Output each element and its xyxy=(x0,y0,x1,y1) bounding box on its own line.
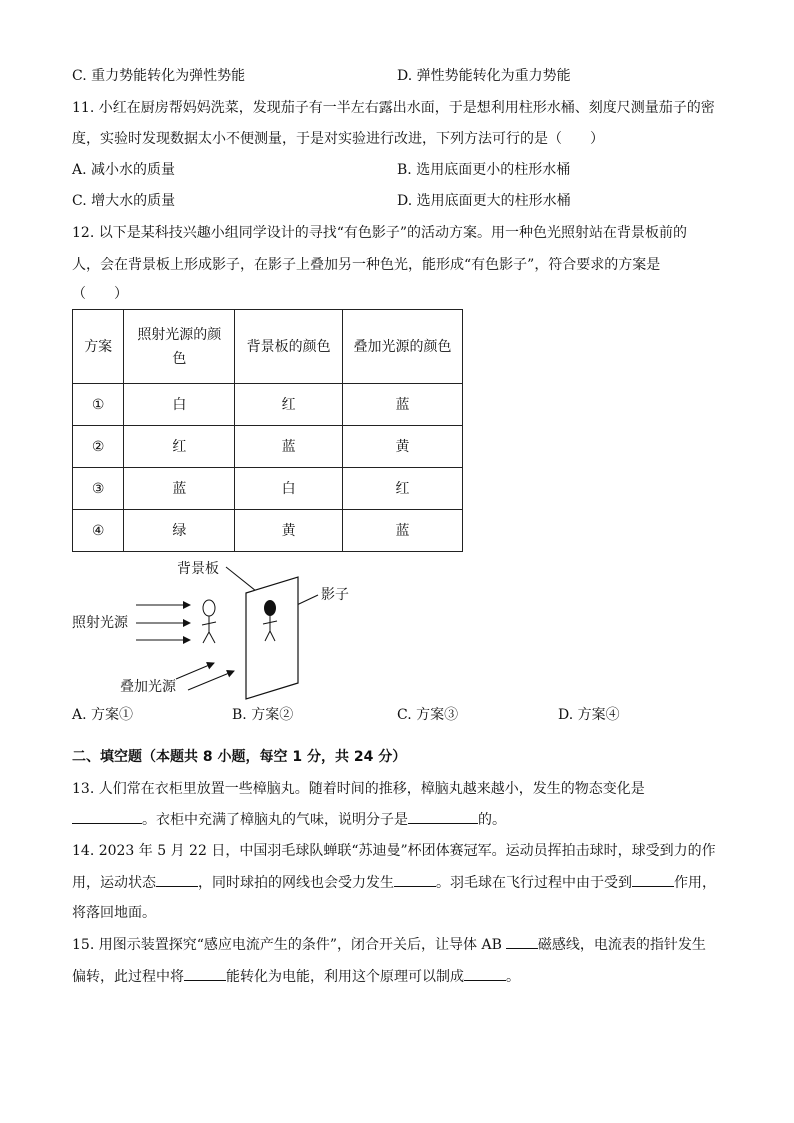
table-cell: 红 xyxy=(235,384,343,426)
q13-text-segment: 。衣柜中充满了樟脑丸的气味，说明分子是 xyxy=(142,812,408,828)
table-cell: 绿 xyxy=(124,510,235,552)
board-pointer-line xyxy=(226,567,256,591)
q14-text-line3: 将落回地面。 xyxy=(72,905,156,921)
q15-text-segment: 磁感线，电流表的指针发生 xyxy=(537,937,706,953)
answer-blank[interactable] xyxy=(184,966,226,981)
figure-label-source: 照射光源 xyxy=(72,615,128,631)
background-board xyxy=(246,577,298,699)
table-cell: 蓝 xyxy=(343,510,463,552)
q12-text-line2: 人，会在背景板上形成影子，在影子上叠加另一种色光，能形成“有色影子”，符合要求的方案是 xyxy=(72,257,661,273)
table-header-row xyxy=(73,310,463,384)
q12-options-table xyxy=(72,309,463,552)
table-cell: ② xyxy=(73,426,124,468)
table-cell: ③ xyxy=(73,468,124,510)
table-header-cell: 方案 xyxy=(73,310,124,384)
q14-text-segment: ，同时球拍的网线也会受力发生 xyxy=(198,875,394,891)
figure-label-overlay: 叠加光源 xyxy=(120,679,176,695)
table-cell: 红 xyxy=(343,468,463,510)
overlay-ray xyxy=(176,663,214,679)
table-row xyxy=(73,384,463,426)
answer-blank[interactable] xyxy=(408,809,478,824)
q11-option-c: C. 增大水的质量 xyxy=(72,193,176,209)
answer-blank[interactable] xyxy=(506,934,538,949)
table-row xyxy=(73,468,463,510)
q12-option-d: D. 方案④ xyxy=(558,707,620,723)
table-cell: 黄 xyxy=(343,426,463,468)
q14-text-segment: 作用， xyxy=(674,875,716,891)
overlay-ray xyxy=(188,671,234,690)
table-header-cell: 背景板的颜色 xyxy=(235,310,343,384)
answer-blank[interactable] xyxy=(464,966,506,981)
q15-text-segment: 。 xyxy=(506,969,520,985)
person-figure xyxy=(202,600,216,643)
q12-text-line1: 12. 以下是某科技兴趣小组同学设计的寻找“有色影子”的活动方案。用一种色光照射站在背景板前的 xyxy=(72,225,688,241)
table-cell: 蓝 xyxy=(343,384,463,426)
q13-text-segment: 的。 xyxy=(478,812,506,828)
q12-answer-bracket: （ ） xyxy=(72,286,128,302)
q11-option-a: A. 减小水的质量 xyxy=(72,162,176,178)
q11-option-b: B. 选用底面更小的柱形水桶 xyxy=(397,162,571,178)
q11-text-line2: 度，实验时发现数据太小不便测量，于是对实验进行改进，下列方法可行的是（ ） xyxy=(72,131,604,147)
q15-text-line2 xyxy=(72,966,520,987)
shadow-experiment-figure xyxy=(66,555,366,700)
q13-text-line2 xyxy=(72,809,506,830)
figure-label-shadow: 影子 xyxy=(321,587,349,603)
answer-blank[interactable] xyxy=(72,809,142,824)
figure-label-board: 背景板 xyxy=(177,561,219,577)
q15-text-segment: 能转化为电能，利用这个原理可以制成 xyxy=(226,969,464,985)
table-cell: 白 xyxy=(235,468,343,510)
q11-option-d: D. 选用底面更大的柱形水桶 xyxy=(397,193,571,209)
q15-text-line1 xyxy=(72,934,706,955)
table-header-cell: 照射光源的颜色 xyxy=(124,310,235,384)
section-heading: 二、填空题（本题共 8 小题，每空 1 分，共 24 分） xyxy=(72,749,407,765)
q12-option-a: A. 方案① xyxy=(72,707,134,723)
q12-option-b: B. 方案② xyxy=(232,707,294,723)
q13-text-line1: 13. 人们常在衣柜里放置一些樟脑丸。随着时间的推移，樟脑丸越来越小，发生的物态变化是 xyxy=(72,781,645,797)
q14-text-segment: 用，运动状态 xyxy=(72,875,156,891)
q15-text-segment: 15. 用图示装置探究“感应电流产生的条件”，闭合开关后，让导体 AB xyxy=(72,937,502,953)
q11-text-line1: 11. 小红在厨房帮妈妈洗菜，发现茄子有一半左右露出水面，于是想利用柱形水桶、刻度尺测量茄子的密 xyxy=(72,100,715,116)
q15-text-segment: 偏转，此过程中将 xyxy=(72,969,184,985)
answer-blank[interactable] xyxy=(394,872,436,887)
table-cell: 蓝 xyxy=(124,468,235,510)
table-header-cell: 叠加光源的颜色 xyxy=(343,310,463,384)
answer-blank[interactable] xyxy=(156,872,198,887)
table-cell: ④ xyxy=(73,510,124,552)
q10-option-c: C. 重力势能转化为弹性势能 xyxy=(72,68,246,84)
q14-text-line2 xyxy=(72,872,716,893)
table-cell: ① xyxy=(73,384,124,426)
q12-option-c: C. 方案③ xyxy=(397,707,459,723)
table-cell: 蓝 xyxy=(235,426,343,468)
q14-text-line1: 14. 2023 年 5 月 22 日，中国羽毛球队蝉联“苏迪曼”杯团体赛冠军。运动员挥拍击球时，球受到力的作 xyxy=(72,843,716,859)
answer-blank[interactable] xyxy=(632,872,674,887)
table-row xyxy=(73,426,463,468)
table-cell: 红 xyxy=(124,426,235,468)
q14-text-segment: 。羽毛球在飞行过程中由于受到 xyxy=(436,875,632,891)
table-cell: 白 xyxy=(124,384,235,426)
table-cell: 黄 xyxy=(235,510,343,552)
q10-option-d: D. 弹性势能转化为重力势能 xyxy=(397,68,571,84)
table-row xyxy=(73,510,463,552)
